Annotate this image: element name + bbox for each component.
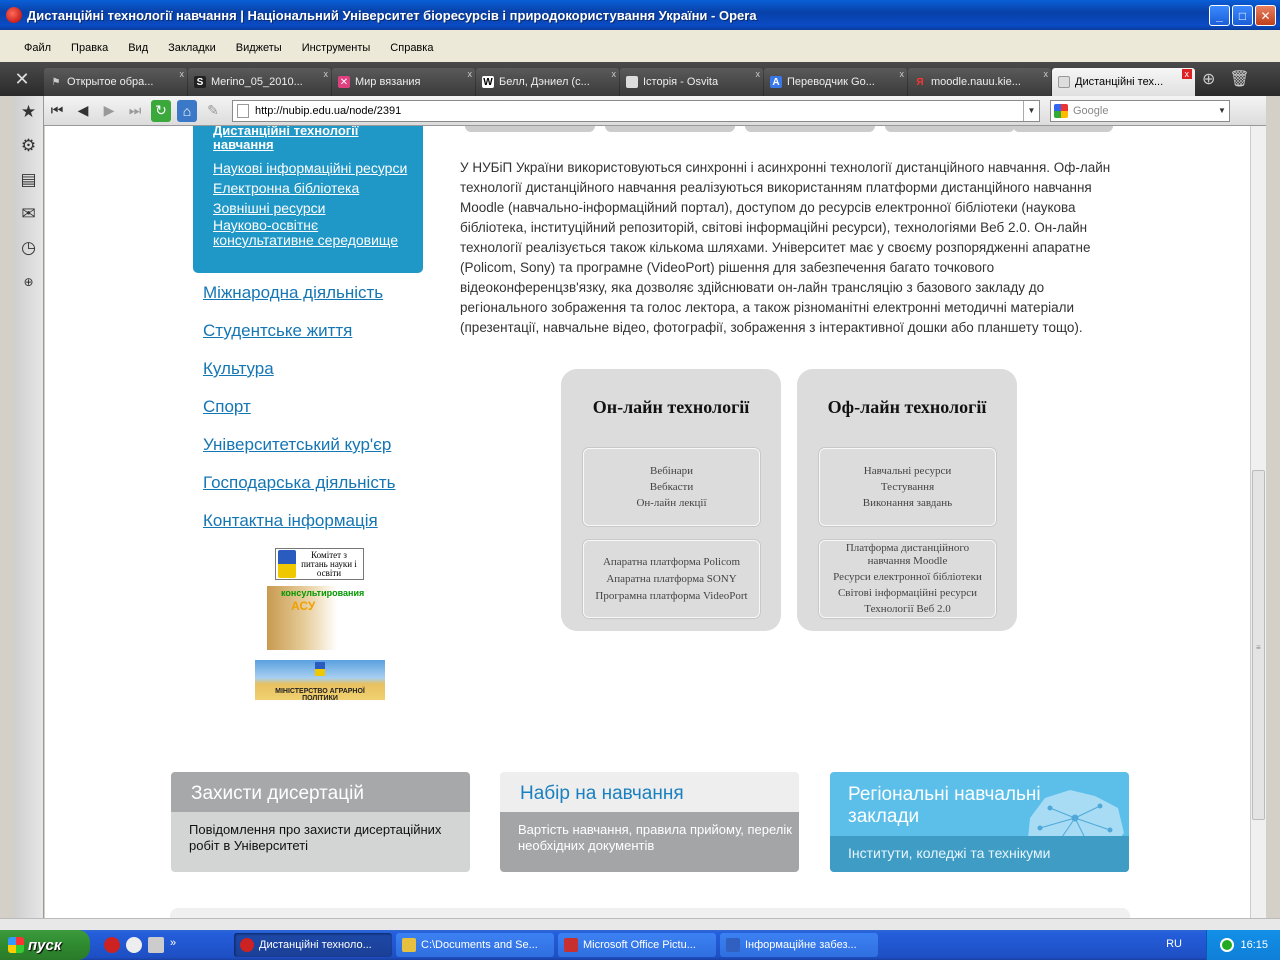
committee-logo[interactable]: [275, 548, 364, 580]
opera-icon: [240, 938, 254, 952]
search-placeholder: Google: [1073, 104, 1109, 117]
word-document-icon: [726, 938, 740, 952]
sidebar-link-scientific-resources[interactable]: Наукові інформаційні ресурси: [213, 160, 408, 176]
sidebar-item-economic[interactable]: Господарська діяльність: [203, 473, 396, 492]
sidebar-item-international[interactable]: Міжнародна діяльність: [203, 283, 384, 302]
offline-box-resources: [819, 448, 996, 526]
online-lectures: Он-лайн лекції: [636, 497, 707, 509]
tab-close-icon[interactable]: x: [1182, 69, 1193, 79]
ukraine-trident-icon: [278, 550, 296, 578]
language-indicator[interactable]: RU: [1166, 938, 1182, 950]
online-box-platforms: [583, 540, 760, 618]
menu-bar: [0, 38, 1280, 58]
maximize-button[interactable]: □: [1232, 5, 1253, 26]
opera-icon: [6, 7, 22, 23]
online-videoport: Програмна платформа VideoPort: [595, 589, 748, 602]
folder-icon: [402, 938, 416, 952]
windows-icon[interactable]: ▤: [20, 170, 37, 189]
online-tech-diagram: [561, 369, 781, 631]
task-opera[interactable]: Дистанційні техноло...: [234, 933, 392, 957]
windows-flag-icon: [8, 937, 24, 953]
rewind-icon[interactable]: ⏮: [50, 102, 64, 118]
sidebar-item-sport[interactable]: Спорт: [203, 397, 251, 416]
top-strip: [465, 126, 595, 132]
history-clock-icon[interactable]: ◷: [21, 238, 36, 257]
fast-forward-icon[interactable]: ⏭: [128, 102, 142, 118]
add-panel-icon[interactable]: ⊕: [23, 275, 34, 289]
quicklaunch-more-icon[interactable]: »: [170, 937, 177, 949]
pin-icon: ⚑: [51, 76, 61, 88]
tab-close-icon[interactable]: x: [467, 69, 472, 79]
translate-icon: A: [770, 76, 782, 88]
quick-launch: [104, 937, 234, 953]
quicklaunch-media-icon[interactable]: [126, 937, 142, 953]
tab-close-icon[interactable]: x: [755, 69, 760, 79]
asu-logo-title: АСУ: [291, 599, 316, 613]
promo-admission[interactable]: [500, 772, 799, 872]
clock[interactable]: 16:15: [1240, 939, 1268, 951]
forward-icon[interactable]: ▶: [103, 102, 115, 118]
tab-6[interactable]: A Переводчик Go... x: [764, 68, 907, 96]
status-bar: [0, 918, 1280, 930]
offline-elibrary: Ресурси електронної бібліотеки: [833, 571, 982, 583]
tab-7[interactable]: Я moodle.nauu.kie... x: [908, 68, 1051, 96]
edit-pencil-icon[interactable]: ✎: [207, 102, 219, 118]
sidebar-link-external-resources[interactable]: Зовнішні ресурси: [213, 200, 326, 216]
quicklaunch-desktop-icon[interactable]: [148, 937, 164, 953]
start-button[interactable]: пуск: [0, 930, 90, 960]
transfers-icon[interactable]: ✉: [21, 204, 36, 223]
tab-bar: [0, 62, 1280, 96]
online-webcasts: Вебкасти: [649, 481, 694, 493]
menu-bookmarks[interactable]: Закладки: [168, 42, 216, 54]
search-input[interactable]: [1050, 100, 1230, 122]
address-field[interactable]: [232, 100, 1040, 122]
tab-close-icon[interactable]: x: [179, 69, 184, 79]
promo-dissertations-title: Захисти дисертацій: [171, 772, 470, 812]
tab-1[interactable]: ⚑ Открытое обра... x: [44, 68, 187, 96]
online-webinars: Вебінари: [649, 465, 694, 477]
page-icon: [1058, 76, 1070, 88]
offline-tasks: Виконання завдань: [862, 497, 953, 509]
trash-icon[interactable]: 🗑: [1229, 71, 1250, 88]
tab-close-icon[interactable]: x: [899, 69, 904, 79]
google-icon: [1054, 104, 1068, 118]
chevron-down-icon[interactable]: ▼: [1218, 106, 1226, 115]
online-sony: Апаратна платформа SONY: [606, 572, 737, 585]
promo-admission-title: Набір на навчання: [500, 772, 799, 812]
ministry-logo-text: МІНІСТЕРСТВО АГРАРНОЇ ПОЛІТИКИ: [275, 688, 365, 702]
offline-tech-title: Оф-лайн технології: [827, 397, 987, 417]
tools-icon[interactable]: ✕: [14, 68, 30, 89]
task-word[interactable]: Інформаційне забез...: [720, 933, 878, 957]
promo-admission-text: Вартість навчання, правила прийому, перелік необхідних документів: [500, 812, 799, 872]
promo-regional[interactable]: [830, 772, 1129, 872]
tab-5[interactable]: Історія - Osvita x: [620, 68, 763, 96]
tab-close-icon[interactable]: x: [323, 69, 328, 79]
yandex-icon: Я: [916, 76, 924, 88]
tray-status-icon[interactable]: [1220, 938, 1234, 952]
address-toolbar: [44, 96, 1280, 126]
ministry-logo[interactable]: [255, 660, 385, 700]
window-titlebar: [0, 0, 1280, 30]
sidebar-item-culture[interactable]: Культура: [203, 359, 274, 378]
menu-file[interactable]: Файл: [24, 42, 52, 54]
task-picture-manager[interactable]: Microsoft Office Pictu...: [558, 933, 716, 957]
page-content: [45, 126, 1250, 930]
sidebar-item-student-life[interactable]: Студентське життя: [203, 321, 353, 340]
page-icon: [626, 76, 638, 88]
sidebar-link-consulting-environment[interactable]: Науково-освітнє консультативне середовище: [213, 217, 399, 248]
new-tab-icon[interactable]: ⊕: [1202, 71, 1216, 88]
picture-manager-icon: [564, 938, 578, 952]
tab-4[interactable]: W Белл, Дэниел (с... x: [476, 68, 619, 96]
window-right-edge: [1266, 96, 1280, 930]
tab-2[interactable]: S Merino_05_2010... x: [188, 68, 331, 96]
sidebar-item-contacts[interactable]: Контактна інформація: [203, 511, 378, 530]
asu-logo[interactable]: [267, 586, 367, 650]
system-tray: [1206, 930, 1280, 960]
offline-world-resources: Світові інформаційні ресурси: [837, 587, 978, 599]
s-icon: S: [194, 76, 206, 88]
bookmarks-star-icon[interactable]: ★: [20, 102, 37, 121]
window-left-edge: [0, 96, 14, 930]
asu-logo-top: консультирования: [281, 588, 365, 598]
gear-icon[interactable]: ⚙: [20, 136, 37, 155]
promo-regional-title: Регіональні навчальні заклади: [848, 784, 1041, 827]
online-policom: Апаратна платформа Policom: [602, 555, 741, 568]
tab-3[interactable]: ✕ Мир вязания x: [332, 68, 475, 96]
panel-bar: [14, 96, 44, 930]
offline-moodle: Платформа дистанційного навчання Moodle: [845, 542, 970, 567]
sidebar-submenu: [193, 126, 423, 273]
quicklaunch-opera-icon[interactable]: [104, 937, 120, 953]
promo-regional-text: Інститути, коледжі та технікуми: [830, 836, 1129, 872]
tab-close-icon[interactable]: x: [1043, 69, 1048, 79]
ukraine-trident-icon: [315, 662, 325, 676]
page-icon: [237, 104, 249, 118]
task-explorer[interactable]: C:\Documents and Se...: [396, 933, 554, 957]
menu-tools[interactable]: Инструменты: [301, 42, 371, 54]
vertical-scrollbar[interactable]: [1250, 126, 1266, 930]
sidebar-item-courier[interactable]: Університетський кур'єр: [203, 435, 392, 454]
knit-icon: ✕: [339, 76, 349, 88]
wikipedia-icon: W: [483, 76, 493, 88]
url-text: http://nubip.edu.ua/node/2391: [255, 104, 402, 117]
online-tech-title: Он-лайн технології: [592, 397, 750, 417]
scrollbar-thumb[interactable]: ≡: [1252, 470, 1265, 820]
home-icon[interactable]: ⌂: [177, 100, 197, 122]
minimize-button[interactable]: _: [1209, 5, 1230, 26]
offline-web20: Технології Веб 2.0: [864, 603, 951, 615]
top-strip: [605, 126, 735, 132]
committee-logo-text: Комітет з питань науки і освіти: [301, 549, 357, 578]
offline-box-platforms: [819, 540, 996, 618]
sidebar-link-e-library[interactable]: Електронна бібліотека: [213, 180, 360, 196]
window-title: Дистанційні технології навчання | Національний Університет біоресурсів і природокористування України - Opera: [27, 7, 757, 23]
offline-testing: Тестування: [880, 481, 935, 493]
top-strip: [885, 126, 1015, 132]
tab-8-active[interactable]: Дистанційні тех... x: [1052, 68, 1195, 96]
offline-resources: Навчальні ресурси: [863, 465, 952, 477]
menu-help[interactable]: Справка: [390, 42, 434, 54]
close-button[interactable]: ✕: [1255, 5, 1276, 26]
main-paragraph: У НУБіП України використовуються синхронні і асинхронні технології дистанційного навчання. Оф-лайн технології дистанційного навчання реалізуються використанням платформи дистанційного навчання Moodle (навчально-інформаційний портал), доступом до ресурсів електронної бібліотеки (наукова бібліотека, інституційний репозиторій, світові інформаційні ресурси), технологіями Веб 2.0. Он-лайн технології реалізується також кількома шляхами. Університет має у своєму розпорядженні апаратне (Policom, Sony) та програмне (VideoPort) рішення для забезпечення багато точкового відеоконференцзв'язку, яка дозволяє здійснювати он-лайн трансляцію з базового закладу до регіонального зображення та голос лектора, а також різноманітні електронні методичні матеріали (презентації, навчальне відео, фотографії, зображення з інтерактивної дошки або планшету тощо).: [460, 160, 1111, 335]
sidebar-current-item[interactable]: Дистанційні технології навчання: [213, 126, 359, 152]
back-icon[interactable]: ◀: [77, 102, 89, 118]
online-box-methods: [583, 448, 760, 526]
promo-dissertations[interactable]: [171, 772, 470, 872]
chevron-down-icon[interactable]: ▼: [1023, 101, 1039, 121]
menu-edit[interactable]: Правка: [71, 42, 109, 54]
offline-tech-diagram: [797, 369, 1017, 631]
promo-dissertations-text: Повідомлення про захисти дисертаційних робіт в Університеті: [171, 812, 470, 872]
menu-view[interactable]: Вид: [128, 42, 149, 54]
top-strip: [745, 126, 875, 132]
taskbar: [0, 930, 1280, 960]
top-strip: [1013, 126, 1113, 132]
menu-widgets[interactable]: Виджеты: [235, 42, 282, 54]
reload-icon[interactable]: ↻: [151, 100, 171, 122]
tab-close-icon[interactable]: x: [611, 69, 616, 79]
